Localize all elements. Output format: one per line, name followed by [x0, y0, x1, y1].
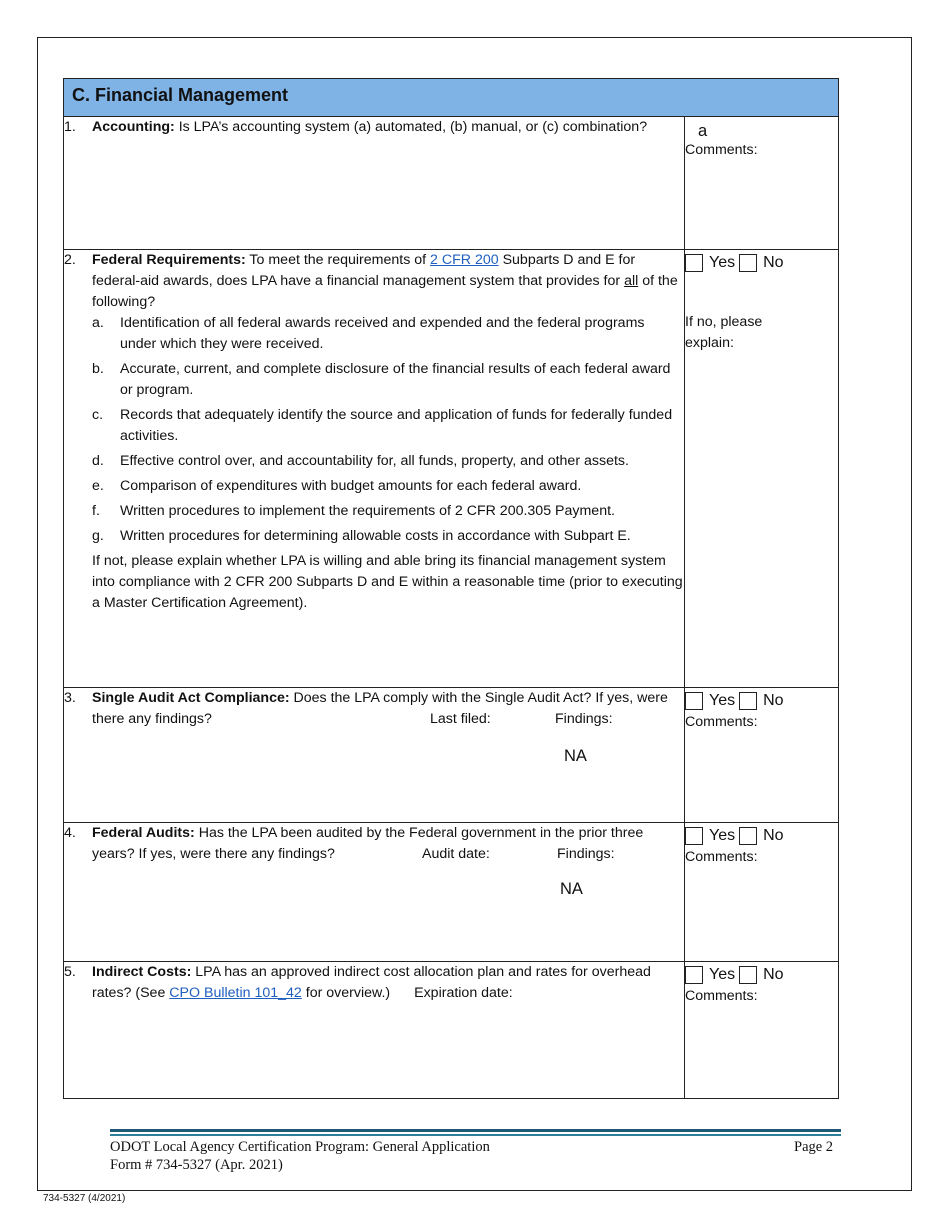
requirement-item: [92, 451, 684, 472]
requirement-letter: c.: [92, 407, 104, 423]
no-checkbox[interactable]: [739, 254, 757, 272]
comments-label: Comments:: [685, 142, 758, 158]
requirements-list: [92, 313, 684, 547]
no-checkbox[interactable]: [739, 966, 757, 984]
yes-checkbox[interactable]: [685, 692, 703, 710]
no-checkbox[interactable]: [739, 827, 757, 845]
comments-label: Comments:: [685, 988, 758, 1004]
question-row-indirect-costs: 5. Indirect Costs: LPA has an approved indirect cost allocation plan and rates for overhead rates? (See CPO Bulletin 101_42 for overview.) Expiration date: Yes No Comments:: [64, 962, 839, 1099]
question-number: 1.: [64, 119, 76, 135]
requirement-item: [92, 313, 684, 355]
findings-label: Findings:: [557, 846, 615, 862]
requirement-letter: a.: [92, 315, 104, 331]
requirement-item: [92, 359, 684, 401]
requirement-text: Records that adequately identify the source and application of funds for federally funded activities.: [120, 407, 673, 444]
requirement-text: Effective control over, and accountability for, all funds, property, and other assets.: [120, 453, 629, 469]
requirement-item: [92, 476, 684, 497]
yes-checkbox[interactable]: [685, 966, 703, 984]
comments-label: Comments:: [685, 849, 758, 865]
requirement-item: [92, 526, 684, 547]
requirement-text: Comparison of expenditures with budget amounts for each federal award.: [120, 478, 582, 494]
footer-rule-secondary: [110, 1134, 841, 1136]
expiration-date-label: Expiration date:: [414, 985, 513, 1001]
question-number: 4.: [64, 825, 76, 841]
accounting-answer[interactable]: a: [698, 122, 708, 140]
question-label: Indirect Costs:: [92, 964, 192, 980]
footer-rule: [110, 1129, 841, 1132]
footer-form-number: Form # 734-5327 (Apr. 2021): [110, 1157, 283, 1173]
yes-checkbox[interactable]: [685, 827, 703, 845]
requirement-letter: g.: [92, 528, 104, 544]
requirement-text: Written procedures to implement the requirements of 2 CFR 200.305 Payment.: [120, 503, 615, 519]
page-number: Page 2: [794, 1139, 834, 1155]
question-label: Federal Requirements:: [92, 252, 246, 268]
question-row-single-audit: 3. Single Audit Act Compliance: Does the LPA comply with the Single Audit Act? If yes, were there any findings? Last filed: Findings: NA Yes No Comments:: [64, 688, 839, 823]
requirement-letter: e.: [92, 478, 104, 494]
question-row-federal-requirements: 2. Federal Requirements: To meet the requirements of 2 CFR 200 Subparts D and E for federal-aid awards, does LPA have a financial management system that provides for all of the following? a. Identification of all federal awards received and expended and the federal programs under which they were received. b. Accurate, current, and complete disclosure of the financial results of each federal award or program. c. Records that adequately identify the source and application of funds for federally funded activities. d. Effective control over, and accountability for, all funds, property, and other assets. e. Comparison of expenditures with budget amounts for each federal award. f. Written procedures to implement the requirements of 2 CFR 200.305 Payment. g. Written procedures for determining allowable costs in accordance with Subpart E. If not, please explain whether LPA is willing and able bring its financial management system into compliance with 2 CFR 200 Subparts D and E within a reasonable time (prior to executing a Master Certification Agreement). Yes No If no, please explain:: [64, 250, 839, 688]
requirement-text: Written procedures for determining allowable costs in accordance with Subpart E.: [120, 528, 631, 544]
requirement-item: [92, 405, 684, 447]
question-row-federal-audits: 4. Federal Audits: Has the LPA been audited by the Federal government in the prior three years? If yes, were there any findings? Audit date: Findings: NA Yes No Comments:: [64, 823, 839, 962]
question-label: Single Audit Act Compliance:: [92, 690, 290, 706]
yes-no-choice: Yes No: [685, 690, 838, 712]
requirement-letter: b.: [92, 361, 104, 377]
findings-label: Findings:: [555, 711, 613, 727]
yes-no-choice: Yes No: [685, 825, 838, 847]
requirement-letter: d.: [92, 453, 104, 469]
requirement-text: Identification of all federal awards received and expended and the federal programs under which they were received.: [120, 315, 645, 352]
question-number: 5.: [64, 964, 76, 980]
footer-program-title: ODOT Local Agency Certification Program: General Application: [110, 1139, 490, 1155]
footer-info: [110, 1138, 490, 1174]
yes-checkbox[interactable]: [685, 254, 703, 272]
explain-label: If no, please explain:: [685, 314, 763, 351]
section-header-row: [64, 79, 839, 117]
last-filed-label: Last filed:: [430, 711, 491, 727]
yes-no-choice: Yes No: [685, 252, 838, 274]
cpo-bulletin-link[interactable]: CPO Bulletin 101_42: [169, 985, 302, 1001]
explanation-request: If not, please explain whether LPA is willing and able bring its financial management system into compliance with 2 CFR 200 Subparts D and E within a reasonable time (prior to executing a Master Certification Agreement).: [92, 553, 683, 611]
cfr-200-link[interactable]: 2 CFR 200: [430, 252, 499, 268]
requirement-letter: f.: [92, 503, 100, 519]
section-title: C. Financial Management: [64, 79, 839, 117]
question-number: 2.: [64, 252, 76, 268]
requirement-item: [92, 501, 684, 522]
requirement-text: Accurate, current, and complete disclosure of the financial results of each federal award or program.: [120, 361, 671, 398]
yes-no-choice: Yes No: [685, 964, 838, 986]
question-text: Is LPA’s accounting system (a) automated, (b) manual, or (c) combination?: [174, 119, 648, 135]
question-label: Federal Audits:: [92, 825, 195, 841]
findings-value[interactable]: NA: [560, 880, 583, 898]
no-checkbox[interactable]: [739, 692, 757, 710]
form-code: 734-5327 (4/2021): [43, 1193, 126, 1204]
comments-label: Comments:: [685, 714, 758, 730]
financial-management-table: [63, 78, 839, 1099]
audit-date-label: Audit date:: [422, 846, 490, 862]
question-label: Accounting:: [92, 119, 175, 135]
question-row-accounting: [64, 117, 839, 250]
question-number: 3.: [64, 690, 76, 706]
findings-value[interactable]: NA: [564, 747, 587, 765]
